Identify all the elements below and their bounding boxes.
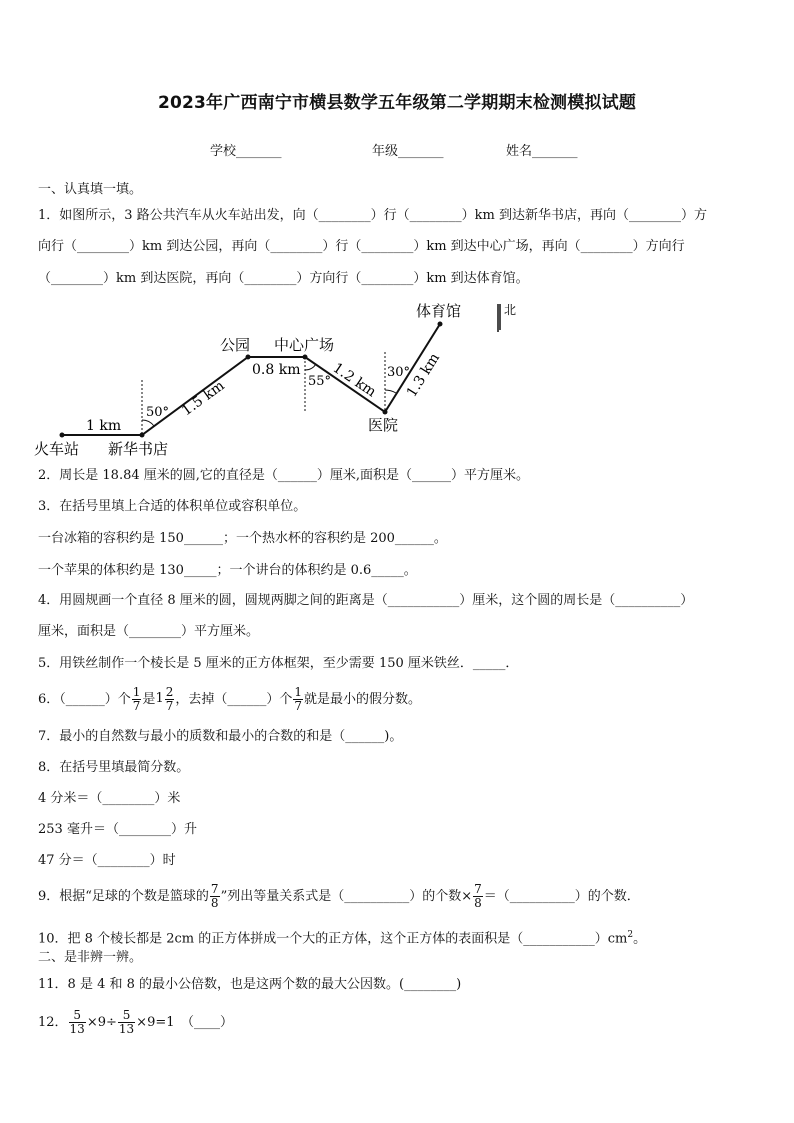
q6: 6．（______）个 $\frac{1}{7}$ 是1 $\frac{2}{7}$ ，去掉（______）个 $\frac{1}{7}$ 就是最小的假分数。 (38, 684, 422, 713)
fraction: $\frac{7}{8}$ (210, 882, 219, 910)
label-park: 公园 (220, 336, 251, 354)
angle-2: 55° (308, 374, 332, 389)
north-label: 北 (504, 303, 517, 317)
label-station: 火车站 (34, 440, 80, 458)
grade-field: 年级_______ (372, 144, 444, 159)
school-field: 学校_______ (210, 144, 282, 159)
fraction: $\frac{5}{13}$ (118, 1008, 135, 1036)
label-gym: 体育馆 (416, 302, 462, 320)
dist-4: 1.2 km (329, 360, 379, 401)
q3-line1: 一台冰箱的容积约是 150______；一个热水杯的容积约是 200______。 (38, 531, 447, 546)
label-hospital: 医院 (368, 416, 399, 434)
q8-line2: 253 毫升＝（________）升 (38, 822, 197, 837)
label-plaza: 中心广场 (274, 336, 335, 354)
fraction: $\frac{1}{7}$ (132, 684, 141, 713)
angle-3: 30° (387, 365, 411, 380)
q3-line2: 一个苹果的体积约是 130_____；一个讲台的体积约是 0.6_____。 (38, 563, 417, 578)
q4-line1: 4．用圆规画一个直径 8 厘米的圆，圆规两脚之间的距离是（___________）厘米，这个圆的周长是（__________） (38, 593, 694, 608)
fraction: $\frac{5}{13}$ (69, 1008, 85, 1036)
angle-1: 50° (146, 405, 170, 420)
mixed-number: 1 $\frac{2}{7}$ (155, 684, 174, 713)
q1-line3: （________）km 到达医院，再向（________）方向行（________）km 到达体育馆。 (38, 271, 529, 286)
section-heading-2: 二、是非辨一辨。 (38, 950, 143, 965)
dist-3: 0.8 km (252, 362, 301, 378)
q8-line1: 4 分米＝（________）米 (38, 791, 181, 806)
q1-line1: 1．如图所示，3 路公共汽车从火车站出发，向（________）行（________）km 到达新华书店，再向（________）方 (38, 208, 708, 223)
page-title: 2023年广西南宁市横县数学五年级第二学期期末检测模拟试题 (157, 93, 637, 113)
q8: 8．在括号里填最简分数。 (38, 760, 190, 775)
q1-line2: 向行（________）km 到达公园，再向（________）行（________）km 到达中心广场，再向（________）方向行 (38, 239, 685, 254)
q7: 7．最小的自然数与最小的质数和最小的合数的和是（______)。 (38, 729, 403, 744)
q12: 12． $\frac{5}{13}$ ×9÷ $\frac{5}{13}$ ×9=1 （____） (38, 1008, 233, 1036)
q3: 3．在括号里填上合适的体积单位或容积单位。 (38, 499, 307, 514)
route-map-diagram (30, 290, 517, 460)
q4-line2: 厘米，面积是（________）平方厘米。 (38, 624, 260, 639)
q9: 9．根据“足球的个数是篮球的 $\frac{7}{8}$ ”列出等量关系式是（__________）的个数× $\frac{7}{8}$ ＝（__________）的个数． (38, 882, 640, 910)
label-bookstore: 新华书店 (108, 440, 169, 458)
dist-2: 1.5 km (178, 377, 228, 420)
q5: 5．用铁丝制作一个棱长是 5 厘米的正方体框架，至少需要 150 厘米铁丝．_____． (38, 656, 519, 671)
name-field: 姓名_______ (506, 144, 578, 159)
q11: 11．8 是 4 和 8 的最小公倍数，也是这两个数的最大公因数。(________) (38, 977, 462, 992)
fraction: $\frac{1}{7}$ (294, 684, 303, 713)
q2: 2．周长是 18.84 厘米的圆,它的直径是（______）厘米,面积是（______）平方厘米。 (38, 468, 530, 483)
q8-line3: 47 分＝（________）时 (38, 853, 176, 868)
dist-5: 1.3 km (403, 350, 444, 401)
dist-1: 1 km (86, 418, 122, 434)
q10: 10．把 8 个棱长都是 2cm 的正方体拼成一个大的正方体，这个正方体的表面积是$(\_\_\_\_\_\_\_\_\_\_\_)cm^2$。 (38, 930, 647, 947)
section-heading-1: 一、认真填一填。 (38, 182, 143, 197)
fraction: $\frac{7}{8}$ (474, 882, 482, 910)
